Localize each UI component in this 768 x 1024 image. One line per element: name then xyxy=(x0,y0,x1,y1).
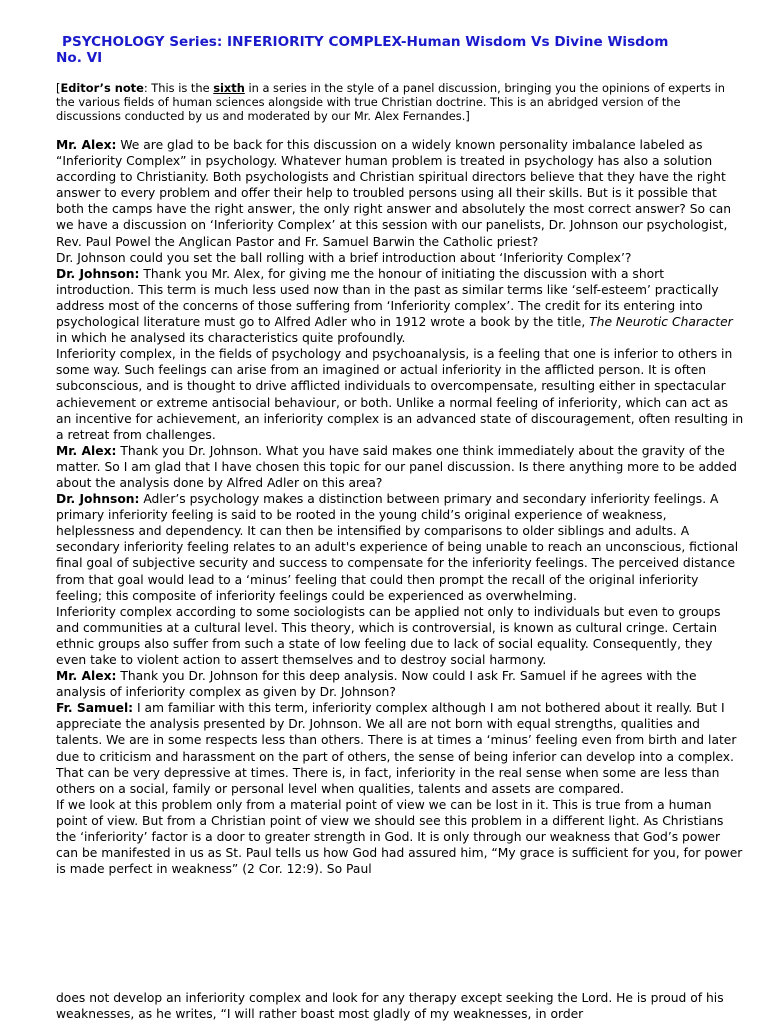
paragraph-2 xyxy=(56,250,746,266)
paragraph-text: Adler’s psychology makes a distinction between primary and secondary inferiority feelings. A primary inferiority feeling is said to be rooted in the young child’s original experience of weakness, helplessness and dependency. It can then be intensified by comparisons to older siblings and adults. A secondary inferiority feeling relates to an adult's experience of being unable to reach an unconscious, fictional final goal of subjective security and success to compensate for the inferiority feelings. The perceived distance from that goal would lead to a ‘minus’ feeling that could then prompt the recall of the original inferiority feeling; this composite of inferiority feelings could be experienced as overwhelming. xyxy=(56,492,739,603)
paragraph-text-cont: in which he analysed its characteristics quite profoundly. xyxy=(56,331,406,346)
paragraph-text: If we look at this problem only from a material point of view we can be lost in it. This is true from a human point of view. But from a Christian point of view we should see this problem in a different light. As Christians the ‘inferiority’ factor is a door to greater strength in God. It is only through our weakness that God’s power can be manifested in us as St. Paul tells us how God had assured him, “My grace is sufficient for you, for power is made perfect in weakness” (2 Cor. 12:9). So Paul xyxy=(56,797,743,877)
paragraph-text: Thank you Dr. Johnson. What you have said makes one think immediately about the gravity of the matter. So I am glad that I have chosen this topic for our panel discussion. Is there anything more to be added about the analysis done by Alfred Adler on this area? xyxy=(56,443,737,490)
paragraph-8 xyxy=(56,668,746,700)
paragraph-6 xyxy=(56,491,746,604)
paragraph-text: We are glad to be back for this discussion on a widely known personality imbalance labeled as “Inferiority Complex” in psychology. Whatever human problem is treated in psychology has also a solution according to Christianity. Both psychologists and Christian spiritual directors believe that they have the right answer to every problem and offer their help to troubled persons using all their skills. But is it possible that both the camps have the right answer, the only right answer and absolutely the most correct answer? So can we have a discussion on ‘Inferiority Complex’ at this session with our panelists, Dr. Johnson our psychologist, Rev. Paul Powel the Anglican Pastor and Fr. Samuel Barwin the Catholic priest? xyxy=(56,138,732,249)
paragraph-4 xyxy=(56,346,746,443)
paragraph-text: Thank you Dr. Johnson for this deep analysis. Now could I ask Fr. Samuel if he agrees with the analysis of inferiority complex as given by Dr. Johnson? xyxy=(56,669,697,700)
speaker-label: Mr. Alex: xyxy=(56,138,117,152)
editor-note xyxy=(56,81,746,123)
paragraph-5 xyxy=(56,443,746,491)
paragraph-9 xyxy=(56,700,746,797)
next-page-continuation: does not develop an inferiority complex and look for any therapy except seeking the Lord. He is proud of his weaknesses, as he writes, “I will rather boast most gladly of my weaknesses, in order xyxy=(56,991,724,1022)
editor-note-label: Editor’s note xyxy=(60,81,144,95)
speaker-label: Mr. Alex: xyxy=(56,443,117,458)
discussion-text xyxy=(56,137,746,877)
title-line-2: No. VI xyxy=(56,50,103,66)
note-open-bracket: [ xyxy=(56,81,61,95)
editor-note-text-a: : This is the xyxy=(143,81,214,95)
speaker-label: Mr. Alex: xyxy=(56,669,117,684)
document-title xyxy=(56,34,746,66)
title-line-1: PSYCHOLOGY Series: INFERIORITY COMPLEX-Human Wisdom Vs Divine Wisdom xyxy=(62,34,669,50)
speaker-label: Dr. Johnson: xyxy=(56,266,140,281)
paragraph-text: Thank you Mr. Alex, for giving me the honour of initiating the discussion with a short introduction. This term is much less used now than in the past as similar terms like ‘self-esteem’ practically address most of the concerns of those suffering from ‘Inferiority complex’. The credit for its entering into psychological literature must go to Alfred Adler who in 1912 wrote a book by the title, xyxy=(56,266,719,330)
paragraph-text: Inferiority complex, in the fields of psychology and psychoanalysis, is a feeling that one is inferior to others in some way. Such feelings can arise from an imagined or actual inferiority in the afflicted person. It is often subconscious, and is thought to drive afflicted individuals to overcompensate, resulting either in spectacular achievement or extreme antisocial behaviour, or both. Unlike a normal feeling of inferiority, which can act as an incentive for achievement, an inferiority complex is an advanced state of discouragement, often resulting in a retreat from challenges. xyxy=(56,347,744,442)
paragraph-3 xyxy=(56,266,746,346)
document-body xyxy=(56,34,746,877)
paragraph-7 xyxy=(56,604,746,668)
speaker-label: Dr. Johnson: xyxy=(56,492,140,507)
paragraph-1 xyxy=(56,137,746,250)
paragraph-text: Inferiority complex according to some sociologists can be applied not only to individuals but even to groups and communities at a cultural level. This theory, which is controversial, is known as cultural cringe. Certain ethnic groups also suffer from such a state of low feeling due to lack of social equality. Consequently, they even take to violent action to assert themselves and to destroy social harmony. xyxy=(56,604,721,667)
editor-note-text-b: in a series in the style of a panel discussion, bringing you the opinions of experts in the various fields of human sciences alongside with true Christian doctrine. This is an abridged version of the discussions conducted by us and moderated by our Mr. Alex Fernandes.] xyxy=(56,81,725,123)
speaker-label: Fr. Samuel: xyxy=(56,701,134,716)
paragraph-10 xyxy=(56,797,746,877)
editor-note-emphasis: sixth xyxy=(213,81,245,95)
paragraph-text: I am familiar with this term, inferiority complex although I am not bothered about it really. But I appreciate the analysis presented by Dr. Johnson. We all are not born with equal strengths, qualities and talents. We are in some respects less than others. There is at times a ‘minus’ feeling even from birth and later due to criticism and harassment on the part of others, the sense of being inferior can develop into a complex. That can be very depressive at times. There is, in fact, inferiority in the real sense when some are less than others on a social, family or personal level when qualities, talents and assets are compared. xyxy=(56,701,737,796)
paragraph-text: Dr. Johnson could you set the ball rolling with a brief introduction about ‘Inferiority Complex’? xyxy=(56,250,632,265)
book-title: The Neurotic Character xyxy=(589,315,733,330)
